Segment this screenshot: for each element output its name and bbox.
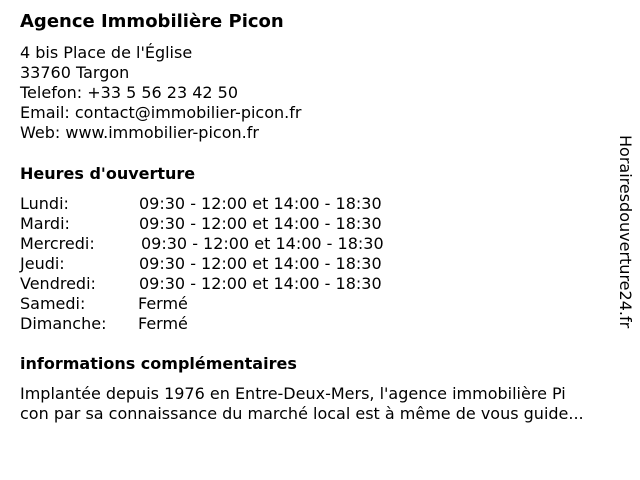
time-value: 09:30 - 12:00 et 14:00 - 18:30 bbox=[141, 234, 384, 253]
description bbox=[20, 384, 620, 424]
address-line-2: 33760 Targon bbox=[20, 63, 130, 82]
day-label: Mardi: bbox=[20, 214, 70, 233]
site-watermark: Horairesdouverture24.fr bbox=[616, 135, 635, 329]
day-label: Lundi: bbox=[20, 194, 69, 213]
time-value: 09:30 - 12:00 et 14:00 - 18:30 bbox=[139, 254, 382, 273]
email-line: Email: contact@immobilier-picon.fr bbox=[20, 103, 302, 122]
description-line-2: con par sa connaissance du marché local est à même de vous guide... bbox=[20, 404, 584, 423]
time-value: 09:30 - 12:00 et 14:00 - 18:30 bbox=[139, 214, 382, 233]
day-label: Mercredi: bbox=[20, 234, 95, 253]
time-value: Fermé bbox=[138, 294, 188, 313]
day-label: Vendredi: bbox=[20, 274, 96, 293]
hours-heading: Heures d'ouverture bbox=[20, 164, 196, 183]
day-label: Dimanche: bbox=[20, 314, 107, 333]
time-value: Fermé bbox=[138, 314, 188, 333]
web-line: Web: www.immobilier-picon.fr bbox=[20, 123, 259, 142]
time-value: 09:30 - 12:00 et 14:00 - 18:30 bbox=[139, 194, 382, 213]
day-label: Samedi: bbox=[20, 294, 86, 313]
phone-line: Telefon: +33 5 56 23 42 50 bbox=[20, 83, 239, 102]
day-label: Jeudi: bbox=[20, 254, 65, 273]
info-heading: informations complémentaires bbox=[20, 354, 297, 373]
agency-name: Agence Immobilière Picon bbox=[20, 11, 284, 32]
contact-block bbox=[20, 43, 301, 143]
time-value: 09:30 - 12:00 et 14:00 - 18:30 bbox=[139, 274, 382, 293]
address-line-1: 4 bis Place de l'Église bbox=[20, 43, 193, 62]
description-line-1: Implantée depuis 1976 en Entre-Deux-Mers, l'agence immobilière Pi bbox=[20, 384, 566, 403]
